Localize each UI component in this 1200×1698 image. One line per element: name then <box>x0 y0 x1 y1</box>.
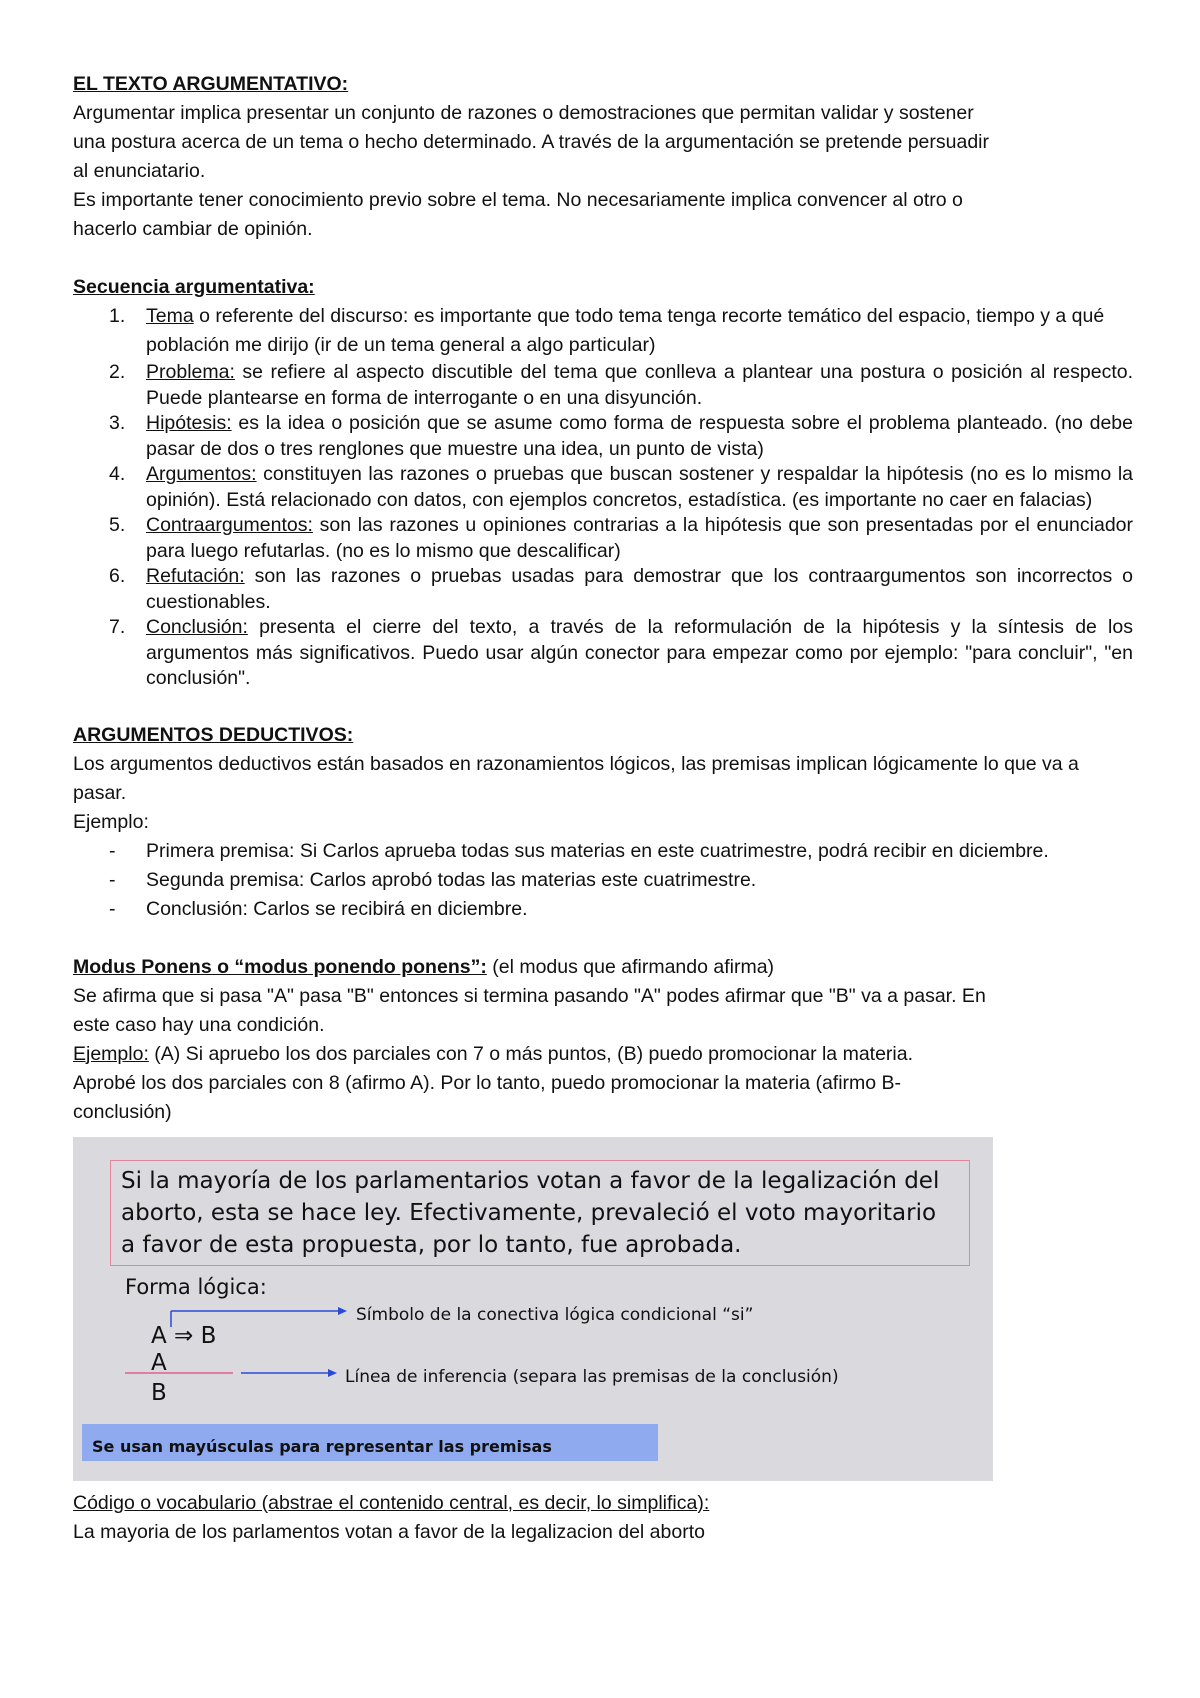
item-term: Tema <box>146 305 194 327</box>
modus-heading-line <box>73 953 1133 982</box>
secuencia-heading: Secuencia argumentativa: <box>73 276 315 298</box>
list-item <box>73 564 1133 615</box>
intro-line: al enunciatario. <box>73 160 206 182</box>
modus-ejemplo-line <box>73 1040 1133 1069</box>
deductivos-heading: ARGUMENTOS DEDUCTIVOS: <box>73 723 354 746</box>
list-item <box>73 302 1133 360</box>
document-page <box>73 70 1133 1547</box>
modus-line: conclusión) <box>73 1100 172 1123</box>
item-number: 7. <box>109 616 126 638</box>
item-term: Argumentos: <box>146 463 257 485</box>
item-term: Contraargumentos: <box>146 514 313 536</box>
list-item <box>73 462 1133 513</box>
note-banner <box>82 1424 658 1461</box>
list-item <box>73 837 1133 866</box>
intro-line: Argumentar implica presentar un conjunto de razones o demostraciones que permitan validar y sostener <box>73 102 974 124</box>
modus-line: este caso hay una condición. <box>73 1013 325 1036</box>
example-box-text: Si la mayoría de los parlamentarios votan a favor de la legalización del aborto, esta se hace ley. Efectivamente, prevaleció el voto mayoritario a favor de esta propuesta, por lo tanto, fue aprobada. <box>121 1167 940 1258</box>
note-text: Se usan mayúsculas para representar las premisas <box>92 1436 552 1456</box>
ejemplo-label: Ejemplo: <box>73 810 149 833</box>
conclusion-letter-b: B <box>151 1379 167 1406</box>
intro-line: Es importante tener conocimiento previo sobre el tema. No necesariamente implica convencer al otro o <box>73 189 963 211</box>
item-number: 6. <box>109 565 126 587</box>
item-text: son las razones o pruebas usadas para demostrar que los contraargumentos son incorrectos o cuestionables. <box>146 565 1133 613</box>
premisa-text: Segunda premisa: Carlos aprobó todas las materias este cuatrimestre. <box>146 868 757 891</box>
list-item <box>73 411 1133 462</box>
formula-text: A ⇒ B <box>151 1322 217 1349</box>
intro-line: una postura acerca de un tema o hecho determinado. A través de la argumentación se pretende persuadir <box>73 131 990 153</box>
item-term: Refutación: <box>146 565 245 587</box>
secuencia-list <box>73 302 1133 692</box>
item-number: 2. <box>109 361 126 383</box>
list-item <box>73 615 1133 692</box>
item-number: 4. <box>109 463 126 485</box>
item-term: Conclusión: <box>146 616 248 638</box>
item-text: es la idea o posición que se asume como forma de respuesta sobre el problema planteado. (no debe pasar de dos o tres renglones que muestre una idea, un punto de vista) <box>146 412 1133 460</box>
inference-line-label: Línea de inferencia (separa las premisas de la conclusión) <box>345 1366 839 1387</box>
item-text: o referente del discurso: es importante que todo tema tenga recorte temático del espacio, tiempo y a qué población me dirijo (ir de un tema general a algo particular) <box>146 305 1105 356</box>
ejemplo-label: Ejemplo: <box>73 1042 149 1065</box>
dash-bullet: - <box>109 839 116 862</box>
list-item <box>73 513 1133 564</box>
item-text: se refiere al aspecto discutible del tema que conlleva a plantear una postura o posición al respecto. Puede plantearse en forma de interrogante o en una disyunción. <box>146 361 1133 409</box>
item-number: 1. <box>109 305 126 327</box>
arrow-head <box>328 1369 337 1377</box>
forma-logica-label: Forma lógica: <box>125 1274 267 1299</box>
codigo-text: La mayoria de los parlamentos votan a favor de la legalizacion del aborto <box>73 1520 705 1543</box>
modus-line: Se afirma que si pasa "A" pasa "B" entonces si termina pasando "A" podes afirmar que "B" va a pasar. En <box>73 984 986 1007</box>
item-term: Hipótesis: <box>146 412 232 434</box>
modus-heading-suffix: (el modus que afirmando afirma) <box>486 955 775 978</box>
list-item <box>73 360 1133 411</box>
premise-letter-a: A <box>151 1349 167 1376</box>
item-term: Problema: <box>146 361 235 383</box>
ejemplo-text: (A) Si apruebo los dos parciales con 7 o más puntos, (B) puedo promocionar la materia. <box>148 1042 914 1065</box>
codigo-heading: Código o vocabulario (abstrae el contenido central, es decir, lo simplifica): <box>73 1491 710 1514</box>
conditional-symbol-label: Símbolo de la conectiva lógica condicional “si” <box>356 1304 754 1325</box>
dash-bullet: - <box>109 897 116 920</box>
premisa-text: Primera premisa: Si Carlos aprueba todas sus materias en este cuatrimestre, podrá recibir en diciembre. <box>146 839 1049 862</box>
item-number: 5. <box>109 514 126 536</box>
dash-bullet: - <box>109 868 116 891</box>
item-number: 3. <box>109 412 126 434</box>
item-text: constituyen las razones o pruebas que buscan sostener y respaldar la hipótesis (no es lo mismo la opinión). Está relacionado con datos, con ejemplos concretos, estadística. (es importante no caer en falacias) <box>146 463 1133 511</box>
premisas-list <box>73 837 1133 924</box>
arrow-head <box>338 1307 347 1315</box>
document-title: EL TEXTO ARGUMENTATIVO: <box>73 73 349 95</box>
list-item <box>73 895 1133 924</box>
premisa-text: Conclusión: Carlos se recibirá en diciembre. <box>146 897 528 920</box>
item-text: son las razones u opiniones contrarias a la hipótesis que son presentadas por el enunciador para luego refutarlas. (no es lo mismo que descalificar) <box>146 514 1133 562</box>
modus-heading: Modus Ponens o “modus ponendo ponens”: <box>73 955 487 978</box>
intro-line: hacerlo cambiar de opinión. <box>73 218 313 240</box>
list-item <box>73 866 1133 895</box>
item-text: presenta el cierre del texto, a través de la reformulación de la hipótesis y la síntesis de los argumentos más significativos. Puedo usar algún conector para empezar como por ejemplo: "para concluir", "en conclusión". <box>146 616 1133 689</box>
modus-ponens-figure <box>73 1137 993 1481</box>
modus-line: Aprobé los dos parciales con 8 (afirmo A). Por lo tanto, puedo promocionar la materia (afirmo B- <box>73 1071 902 1094</box>
deductivos-text: Los argumentos deductivos están basados en razonamientos lógicos, las premisas implican lógicamente lo que va a pasar. <box>73 752 1079 804</box>
